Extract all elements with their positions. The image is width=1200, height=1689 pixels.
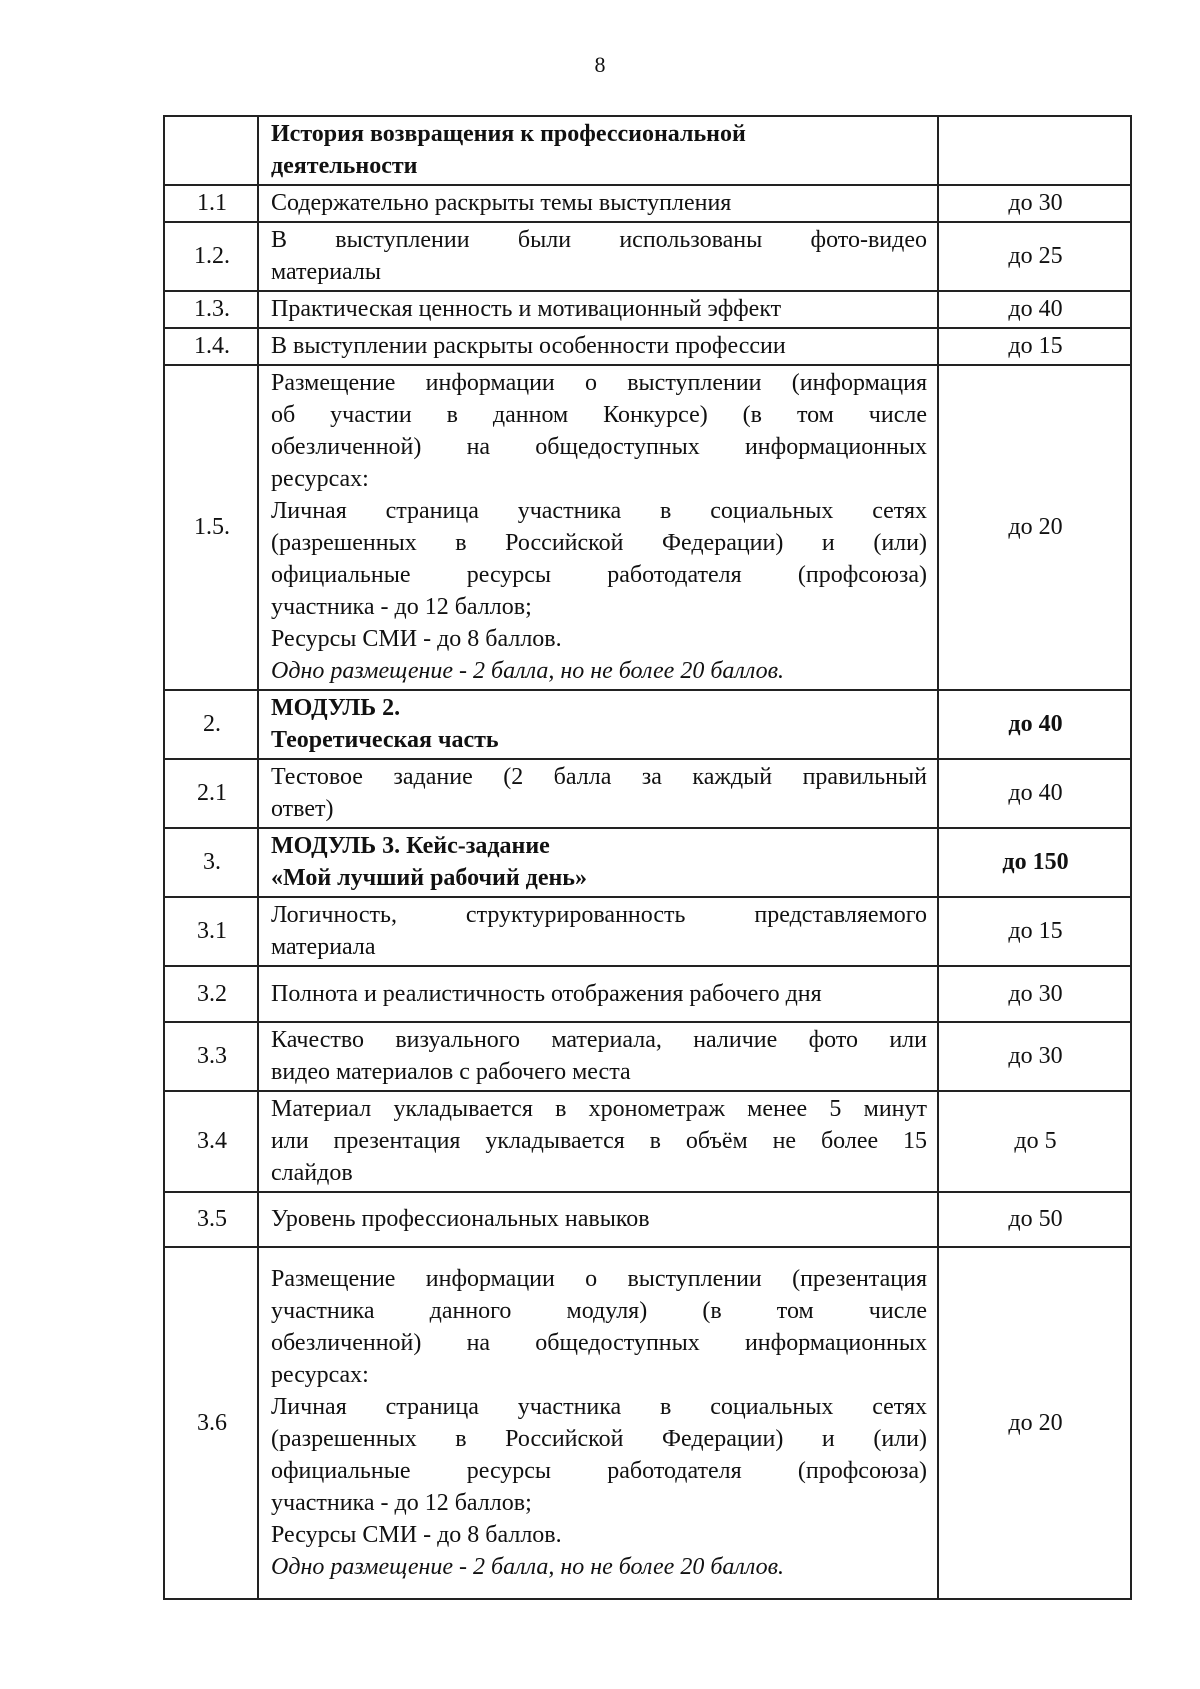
row-score: до 40 <box>938 690 1131 759</box>
row-number <box>164 116 258 185</box>
row-description: МОДУЛЬ 3. Кейс-задание «Мой лучший рабочий день» <box>258 828 938 897</box>
page-number: 8 <box>594 52 606 77</box>
row-number: 3.5 <box>164 1192 258 1247</box>
row-score: до 50 <box>938 1192 1131 1247</box>
row-score: до 15 <box>938 328 1131 365</box>
row-number: 2.1 <box>164 759 258 828</box>
table-row <box>164 966 1131 1022</box>
row-score: до 150 <box>938 828 1131 897</box>
row-description: МОДУЛЬ 2. Теоретическая часть <box>258 690 938 759</box>
row-description: Материал укладывается в хронометраж менее 5 минут или презентация укладывается в объём не более 15 слайдов <box>258 1091 938 1192</box>
row-description: Размещение информации о выступлении (презентация участника данного модуля) (в том числе обезличенной) на общедоступных информационных ресурсах: Личная страница участника в социальных сетях (разрешенных в Российской Федерации) и (или) официальные ресурсы работодателя (профсоюза) участника - до 12 баллов; Ресурсы СМИ - до 8 баллов. Одно размещение - 2 балла, но не более 20 баллов. <box>258 1247 938 1599</box>
table-row <box>164 116 1131 185</box>
table-row <box>164 185 1131 222</box>
row-number: 3.2 <box>164 966 258 1022</box>
criteria-table <box>163 115 1132 1600</box>
row-number: 1.1 <box>164 185 258 222</box>
row-description: Уровень профессиональных навыков <box>258 1192 938 1247</box>
row-number: 3.1 <box>164 897 258 966</box>
row-score: до 30 <box>938 966 1131 1022</box>
row-number: 1.4. <box>164 328 258 365</box>
table-row <box>164 690 1131 759</box>
row-number: 3.6 <box>164 1247 258 1599</box>
row-description: Полнота и реалистичность отображения рабочего дня <box>258 966 938 1022</box>
row-number: 3.4 <box>164 1091 258 1192</box>
table-row <box>164 291 1131 328</box>
row-number: 1.2. <box>164 222 258 291</box>
row-score: до 25 <box>938 222 1131 291</box>
row-description: В выступлении раскрыты особенности профессии <box>258 328 938 365</box>
row-score: до 30 <box>938 1022 1131 1091</box>
row-description: Качество визуального материала, наличие фото или видео материалов с рабочего места <box>258 1022 938 1091</box>
table-row <box>164 759 1131 828</box>
table-row <box>164 1091 1131 1192</box>
row-description: В выступлении были использованы фото-видео материалы <box>258 222 938 291</box>
row-description: Содержательно раскрыты темы выступления <box>258 185 938 222</box>
row-description: Тестовое задание (2 балла за каждый правильный ответ) <box>258 759 938 828</box>
row-score: до 15 <box>938 897 1131 966</box>
row-description: Размещение информации о выступлении (информация об участии в данном Конкурсе) (в том числе обезличенной) на общедоступных информационных ресурсах: Личная страница участника в социальных сетях (разрешенных в Российской Федерации) и (или) официальные ресурсы работодателя (профсоюза) участника - до 12 баллов; Ресурсы СМИ - до 8 баллов. Одно размещение - 2 балла, но не более 20 баллов. <box>258 365 938 690</box>
row-description: Практическая ценность и мотивационный эффект <box>258 291 938 328</box>
table-row <box>164 222 1131 291</box>
row-number: 1.3. <box>164 291 258 328</box>
row-score: до 20 <box>938 365 1131 690</box>
row-score: до 30 <box>938 185 1131 222</box>
table-row <box>164 328 1131 365</box>
table-row <box>164 365 1131 690</box>
row-score <box>938 116 1131 185</box>
table-row <box>164 1192 1131 1247</box>
table-row <box>164 828 1131 897</box>
row-score: до 40 <box>938 759 1131 828</box>
row-number: 1.5. <box>164 365 258 690</box>
row-number: 2. <box>164 690 258 759</box>
row-score: до 40 <box>938 291 1131 328</box>
table-row <box>164 1247 1131 1599</box>
row-description: История возвращения к профессиональной деятельности <box>258 116 938 185</box>
table-row <box>164 897 1131 966</box>
row-number: 3. <box>164 828 258 897</box>
table-row <box>164 1022 1131 1091</box>
row-score: до 20 <box>938 1247 1131 1599</box>
row-description: Логичность, структурированность представляемого материала <box>258 897 938 966</box>
row-number: 3.3 <box>164 1022 258 1091</box>
row-score: до 5 <box>938 1091 1131 1192</box>
